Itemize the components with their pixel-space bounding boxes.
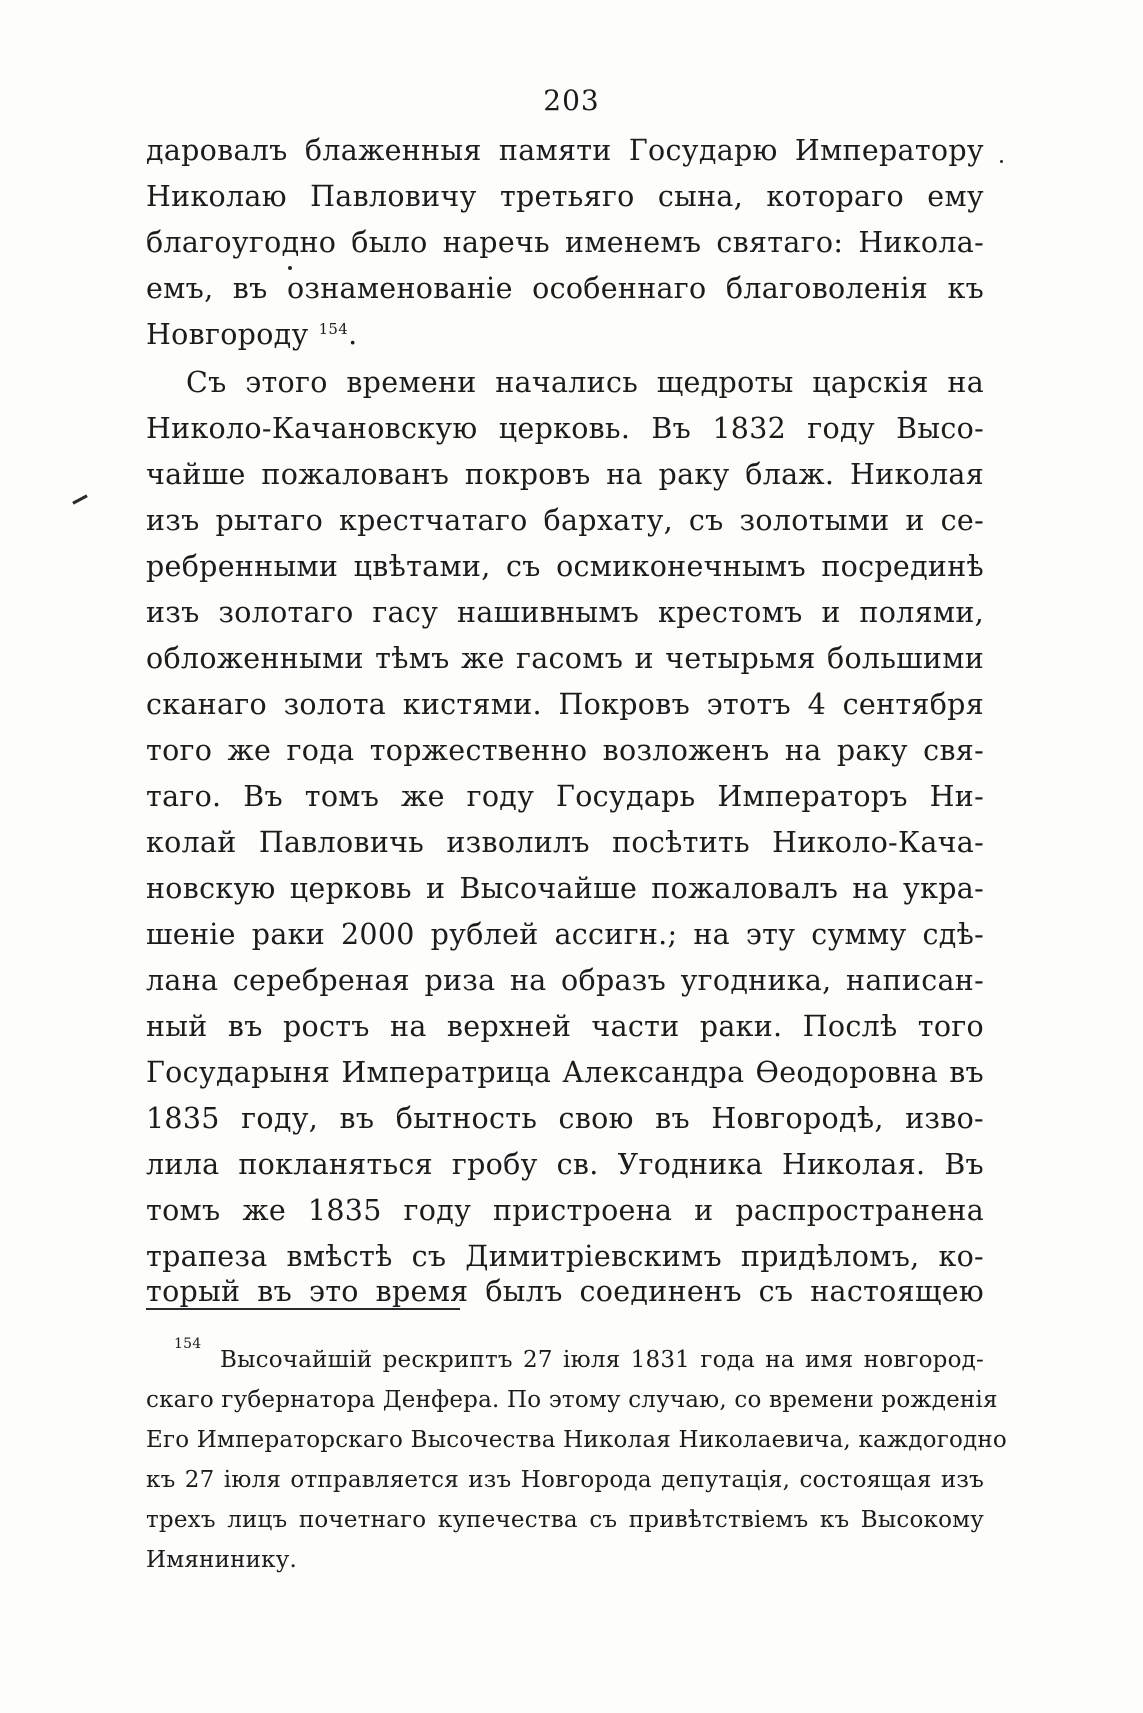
text-line (146, 312, 984, 358)
text-line: шеніе раки 2000 рублей ассигн.; на эту сумму сдѣ- (146, 918, 984, 951)
text-line: Съ этого времени начались щедроты царскія на (186, 366, 984, 399)
text-line: Николаю Павловичу третьяго сына, котораго ему (146, 180, 984, 213)
footnote-line: трехъ лицъ почетнаго купечества съ привѣтствіемъ къ Высокому (146, 1507, 984, 1533)
footnote-line: къ 27 іюля отправляется изъ Новгорода депутація, состоящая изъ (146, 1467, 984, 1493)
text-line: томъ же 1835 году пристроена и распространена (146, 1194, 984, 1227)
scan-speck (1000, 160, 1003, 163)
scan-speck (72, 494, 88, 504)
footnote-line: 154 Высочайшій рескриптъ 27 іюля 1831 года на имя новгород- (174, 1336, 984, 1373)
text-line: изъ рытаго крестчатаго бархату, съ золотыми и се- (146, 504, 984, 537)
text-line: Государыня Императрица Александра Ѳеодоровна въ (146, 1056, 984, 1089)
footnote-separator (146, 1308, 460, 1310)
footnote-reference-tail: . (348, 318, 358, 351)
text-line: ный въ ростъ на верхней части раки. Послѣ того (146, 1010, 984, 1043)
footnote-line: Его Императорскаго Высочества Николая Николаевича, каждогодно (146, 1427, 1007, 1453)
scan-speck (288, 266, 292, 270)
text-line: благоугодно было наречь именемъ святаго: Никола- (146, 226, 984, 259)
text-line: лила покланяться гробу св. Угодника Николая. Въ (146, 1148, 984, 1181)
text-line: сканаго золота кистями. Покровъ этотъ 4 сентября (146, 688, 984, 721)
text-line: новскую церковь и Высочайше пожаловалъ на укра- (146, 872, 984, 905)
text-line: того же года торжественно возложенъ на раку свя- (146, 734, 984, 767)
text-line: даровалъ блаженныя памяти Государю Императору (146, 134, 984, 167)
text-line: 1835 году, въ бытность свою въ Новгородѣ, изво- (146, 1102, 984, 1135)
text-line (146, 1275, 984, 1308)
text-line: изъ золотаго гасу нашивнымъ крестомъ и полями, (146, 596, 984, 629)
text-line: таго. Въ томъ же году Государь Императоръ Ни- (146, 780, 984, 813)
page-number: 203 (543, 84, 600, 117)
text-line: емъ, въ ознаменованіе особеннаго благоволенія къ (146, 272, 984, 305)
text-line-content: Новгороду (146, 318, 309, 351)
footnote-reference: 154 (318, 319, 349, 338)
text-line: лана серебреная риза на образъ угодника, написан- (146, 964, 984, 997)
text-line-content: торый въ это время былъ соединенъ съ настоящею (146, 1275, 984, 1308)
text-line: колай Павловичь изволилъ посѣтить Николо-Кача- (146, 826, 984, 859)
footnote-line-content: Высочайшій рескриптъ 27 іюля 1831 года на имя новгород- (220, 1347, 984, 1373)
footnote-line: Имянинику. (146, 1547, 297, 1573)
footnote-line: скаго губернатора Денфера. По этому случаю, со времени рожденія (146, 1387, 998, 1413)
text-line: обложенными тѣмъ же гасомъ и четырьмя большими (146, 642, 984, 675)
text-line: ребренными цвѣтами, съ осмиконечнымъ посрединѣ (146, 550, 984, 583)
text-line: трапеза вмѣстѣ съ Димитріевскимъ придѣломъ, ко- (146, 1240, 984, 1273)
text-line: чайше пожалованъ покровъ на раку блаж. Николая (146, 458, 984, 491)
text-line: Николо-Качановскую церковь. Въ 1832 году Высо- (146, 412, 984, 445)
